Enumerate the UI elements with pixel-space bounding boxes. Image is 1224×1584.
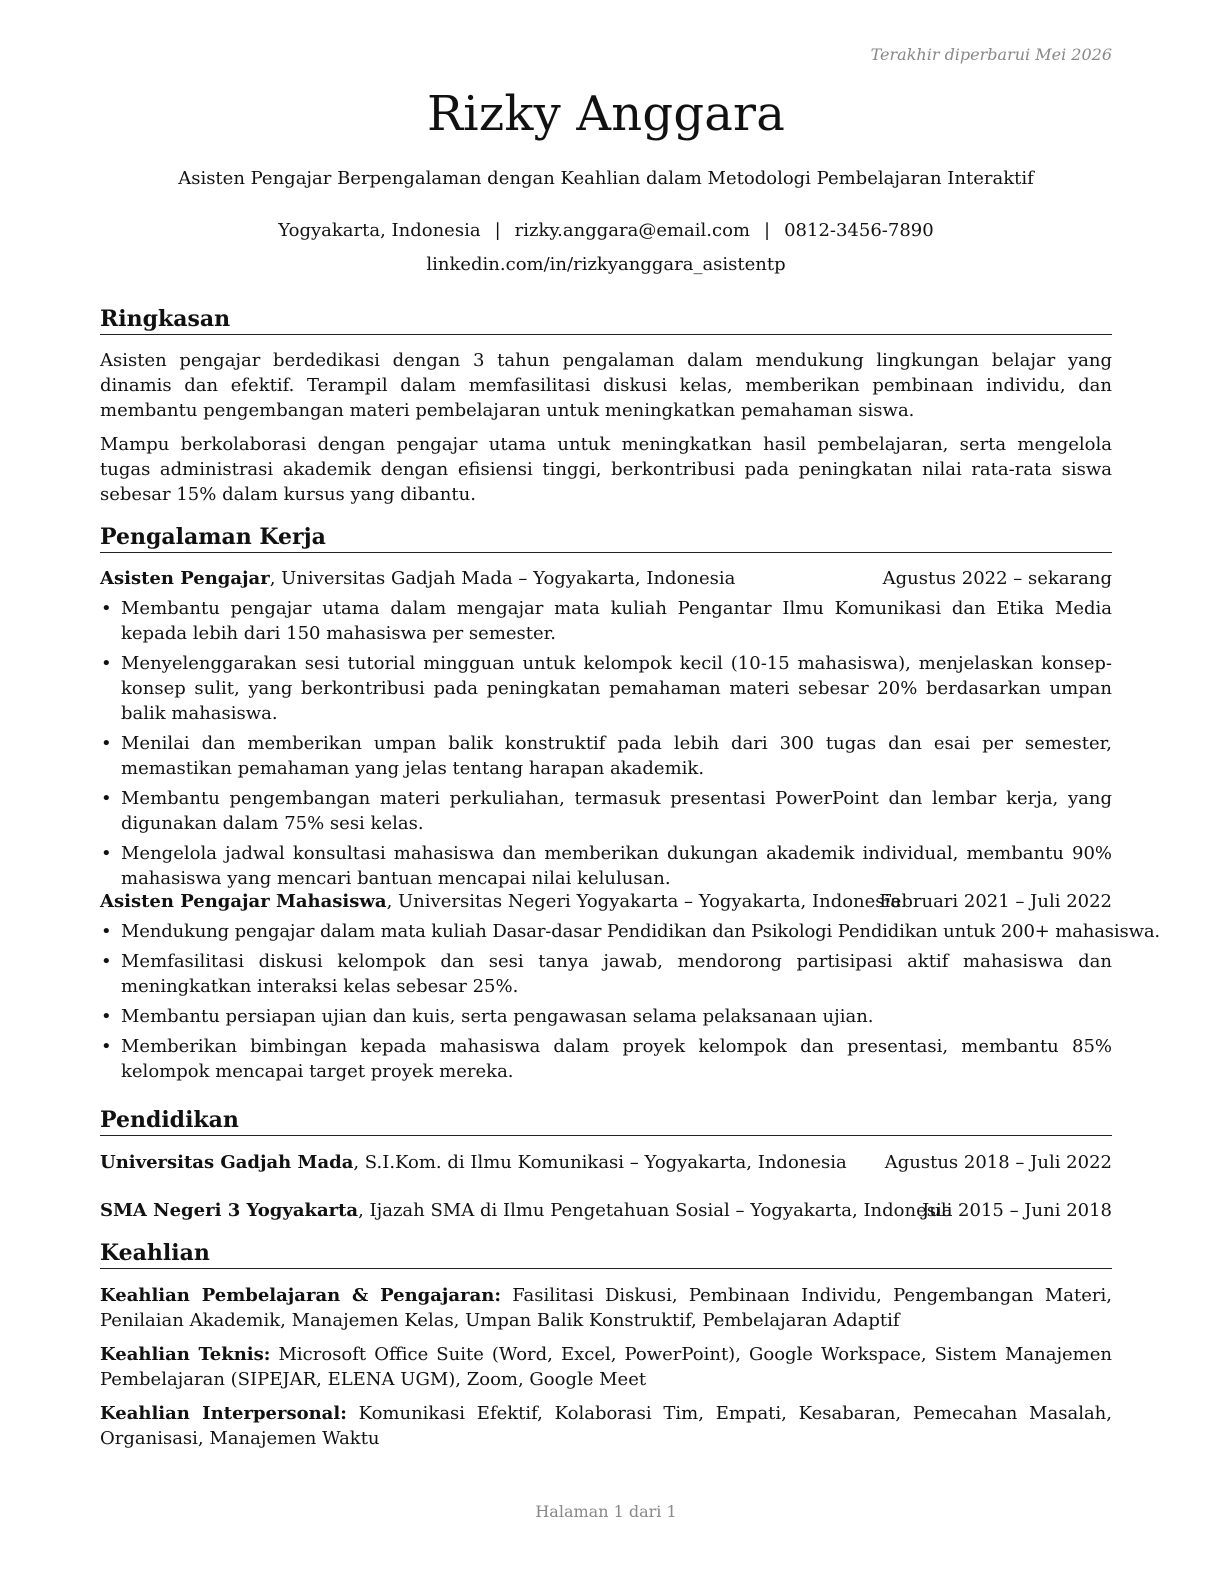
section-title-experience: Pengalaman Kerja — [100, 523, 1112, 553]
education-date: Agustus 2018 – Juli 2022 — [884, 1152, 1112, 1173]
bullet-text: Membantu pengajar utama dalam mengajar mata kuliah Pengantar Ilmu Komunikasi dan Etika Media kepada lebih dari 150 mahasiswa per semester. — [121, 598, 1112, 644]
skill-group — [100, 1283, 1112, 1333]
job-date: Februari 2021 – Juli 2022 — [879, 891, 1112, 912]
bullet-text: Membantu pengembangan materi perkuliahan, termasuk presentasi PowerPoint dan lembar kerja, yang digunakan dalam 75% sesi kelas. — [121, 788, 1112, 834]
summary-paragraph-2: Mampu berkolaborasi dengan pengajar utama untuk meningkatkan hasil pembelajaran, serta mengelola tugas administrasi akademik dengan efisiensi tinggi, berkontribusi pada peningkatan nilai rata-rata siswa sebesar 15% dalam kursus yang dibantu. — [100, 434, 1112, 505]
job-org: , Universitas Negeri Yogyakarta – Yogyakarta, Indonesia — [386, 891, 902, 912]
list-item — [100, 1004, 1112, 1029]
contact-location: Yogyakarta, Indonesia — [278, 220, 481, 241]
skill-text: Fasilitasi Diskusi, Pembinaan Individu, Pengembangan Materi, Penilaian Akademik, Manajemen Kelas, Umpan Balik Konstruktif, Pembelajaran Adaptif — [100, 1285, 1112, 1331]
section-title-education: Pendidikan — [100, 1106, 1112, 1136]
bullet-text: Menilai dan memberikan umpan balik konstruktif pada lebih dari 300 tugas dan esai per semester, memastikan pemahaman yang jelas tentang harapan akademik. — [121, 733, 1112, 779]
bullet-marker: • — [101, 951, 112, 972]
skill-text: Microsoft Office Suite (Word, Excel, PowerPoint), Google Workspace, Sistem Manajemen Pembelajaran (SIPEJAR, ELENA UGM), Zoom, Google Meet — [100, 1344, 1112, 1390]
list-item — [100, 949, 1112, 999]
bullet-marker: • — [101, 1006, 112, 1027]
bullet-marker: • — [101, 653, 112, 674]
contact-separator: | — [494, 220, 501, 241]
school-name: Universitas Gadjah Mada — [100, 1152, 354, 1173]
contact-email[interactable]: rizky.anggara@email.com — [514, 220, 751, 241]
bullet-text: Memfasilitasi diskusi kelompok dan sesi tanya jawab, mendorong partisipasi aktif mahasiswa dan meningkatkan interaksi kelas sebesar 25%. — [121, 951, 1112, 997]
list-item — [100, 1034, 1112, 1084]
bullet-marker: • — [101, 1036, 112, 1057]
candidate-tagline: Asisten Pengajar Berpengalaman dengan Keahlian dalam Metodologi Pembelajaran Interaktif — [178, 168, 1034, 189]
job-date: Agustus 2022 – sekarang — [882, 568, 1112, 589]
list-item — [100, 841, 1112, 891]
bullet-text: Mendukung pengajar dalam mata kuliah Dasar-dasar Pendidikan dan Psikologi Pendidikan untuk 200+ mahasiswa. — [121, 921, 1160, 942]
skill-label: Keahlian Pembelajaran & Pengajaran: — [100, 1285, 501, 1306]
skill-label: Keahlian Interpersonal: — [100, 1403, 347, 1424]
list-item — [100, 786, 1112, 836]
summary-paragraph-1: Asisten pengajar berdedikasi dengan 3 tahun pengalaman dalam mendukung lingkungan belajar yang dinamis dan efektif. Terampil dalam memfasilitasi diskusi kelas, memberikan pembinaan individu, dan membantu pengembangan materi pembelajaran untuk meningkatkan pemahaman siswa. — [100, 350, 1112, 421]
section-title-summary: Ringkasan — [100, 305, 1112, 335]
skill-text: Komunikasi Efektif, Kolaborasi Tim, Empati, Kesabaran, Pemecahan Masalah, Organisasi, Manajemen Waktu — [100, 1403, 1112, 1449]
contact-linkedin[interactable]: linkedin.com/in/rizkyanggara_asistentp — [426, 254, 786, 275]
job-header — [100, 566, 1112, 591]
bullet-text: Memberikan bimbingan kepada mahasiswa dalam proyek kelompok dan presentasi, membantu 85% kelompok mencapai target proyek mereka. — [121, 1036, 1112, 1082]
list-item — [100, 596, 1112, 646]
candidate-name: Rizky Anggara — [426, 86, 786, 142]
list-item — [100, 919, 1160, 944]
bullet-marker: • — [101, 921, 112, 942]
education-date: Juli 2015 – Juni 2018 — [922, 1200, 1112, 1221]
skill-group — [100, 1401, 1112, 1451]
degree-detail: , S.I.Kom. di Ilmu Komunikasi – Yogyakarta, Indonesia — [353, 1152, 847, 1173]
degree-detail: , Ijazah SMA di Ilmu Pengetahuan Sosial – Yogyakarta, Indonesia — [358, 1200, 953, 1221]
list-item — [100, 731, 1112, 781]
last-updated-note: Terakhir diperbarui Mei 2026 — [870, 45, 1112, 64]
bullet-marker: • — [101, 788, 112, 809]
job-header — [100, 889, 1112, 914]
school-name: SMA Negeri 3 Yogyakarta — [100, 1200, 359, 1221]
job-role: Asisten Pengajar — [100, 568, 270, 589]
contact-line — [100, 220, 1112, 241]
section-title-skills: Keahlian — [100, 1239, 1112, 1269]
bullet-marker: • — [101, 733, 112, 754]
resume-page — [100, 0, 1160, 1584]
list-item — [100, 651, 1112, 726]
contact-separator: | — [764, 220, 771, 241]
education-entry — [100, 1150, 1112, 1175]
bullet-marker: • — [101, 598, 112, 619]
page-number: Halaman 1 dari 1 — [535, 1502, 677, 1521]
bullet-text: Menyelenggarakan sesi tutorial mingguan untuk kelompok kecil (10-15 mahasiswa), menjelaskan konsep-konsep sulit, yang berkontribusi pada peningkatan pemahaman materi sebesar 20% berdasarkan umpan balik mahasiswa. — [121, 653, 1112, 724]
bullet-marker: • — [101, 843, 112, 864]
skill-group — [100, 1342, 1112, 1392]
job-org: , Universitas Gadjah Mada – Yogyakarta, Indonesia — [269, 568, 736, 589]
job-bullets — [100, 596, 1112, 896]
job-role: Asisten Pengajar Mahasiswa — [100, 891, 387, 912]
bullet-text: Membantu persiapan ujian dan kuis, serta pengawasan selama pelaksanaan ujian. — [121, 1006, 874, 1027]
bullet-text: Mengelola jadwal konsultasi mahasiswa dan memberikan dukungan akademik individual, membantu 90% mahasiswa yang mencari bantuan mencapai nilai kelulusan. — [121, 843, 1112, 889]
education-entry — [100, 1198, 1112, 1223]
skill-label: Keahlian Teknis: — [100, 1344, 271, 1365]
contact-phone: 0812-3456-7890 — [784, 220, 934, 241]
job-bullets — [100, 919, 1160, 1089]
